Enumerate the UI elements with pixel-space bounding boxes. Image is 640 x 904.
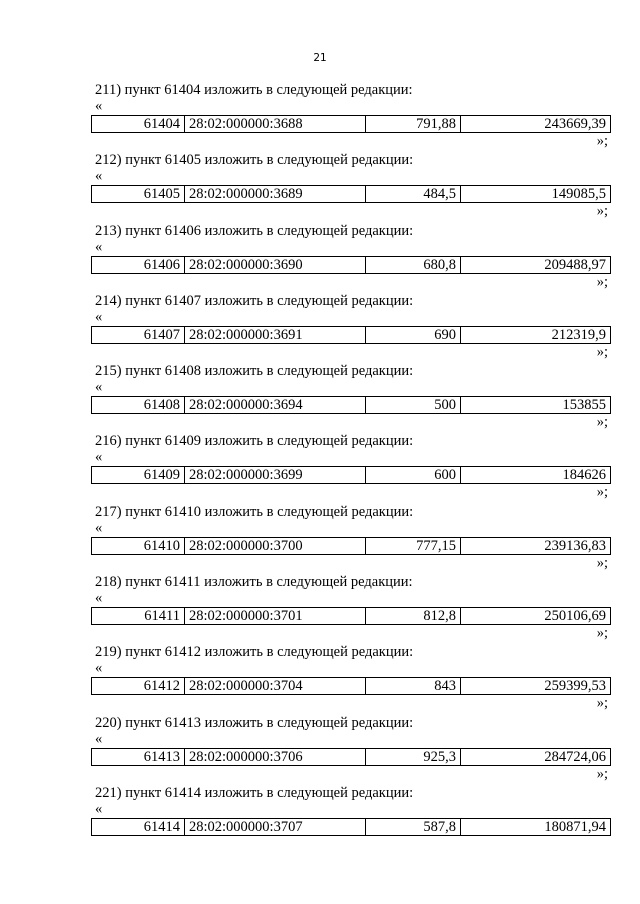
value-cell: 239136,83	[544, 537, 606, 554]
cadastral-number-cell: 28:02:000000:3701	[185, 608, 366, 624]
opening-quote: «	[95, 449, 103, 466]
amendment-entry	[0, 715, 640, 785]
amendment-entry	[0, 293, 640, 363]
value-cell: 259399,53	[544, 678, 606, 695]
value-cell: 149085,5	[551, 186, 606, 203]
closing-quote: »;	[596, 203, 608, 220]
cadastral-number-cell: 28:02:000000:3689	[185, 186, 366, 202]
item-number-cell: 61411	[92, 608, 185, 624]
value-cell: 212319,9	[551, 326, 606, 343]
cadastral-number-cell: 28:02:000000:3688	[185, 116, 366, 132]
amendment-heading: 215) пункт 61408 изложить в следующей редакции:	[95, 363, 414, 380]
amendment-heading: 220) пункт 61413 изложить в следующей редакции:	[95, 714, 414, 731]
cadastral-number-cell: 28:02:000000:3691	[185, 327, 366, 343]
area-cell: 500	[366, 397, 461, 413]
value-cell: 250106,69	[544, 608, 606, 625]
opening-quote: «	[95, 168, 103, 185]
opening-quote: «	[95, 660, 103, 677]
amendment-entry	[0, 363, 640, 433]
amendment-heading: 217) пункт 61410 изложить в следующей редакции:	[95, 503, 414, 520]
cadastral-number-cell: 28:02:000000:3706	[185, 749, 366, 765]
value-cell: 284724,06	[544, 748, 606, 765]
opening-quote: «	[95, 379, 103, 396]
closing-quote: »;	[596, 414, 608, 431]
item-number-cell: 61406	[92, 257, 185, 273]
area-cell: 843	[366, 678, 461, 694]
item-number-cell: 61408	[92, 397, 185, 413]
opening-quote: «	[95, 98, 103, 114]
value-cell: 184626	[562, 467, 606, 484]
closing-quote: »;	[596, 625, 608, 642]
item-number-cell: 61409	[92, 467, 185, 483]
amendments-list	[0, 82, 640, 855]
area-cell: 925,3	[366, 749, 461, 765]
amendment-heading: 218) пункт 61411 изложить в следующей редакции:	[95, 574, 413, 591]
area-cell: 600	[366, 467, 461, 483]
amendment-entry	[0, 82, 640, 152]
table-row	[91, 818, 611, 836]
amendment-heading: 219) пункт 61412 изложить в следующей редакции:	[95, 644, 414, 661]
item-number-cell: 61407	[92, 327, 185, 343]
table-row	[91, 537, 611, 555]
amendment-heading: 211) пункт 61404 изложить в следующей редакции:	[95, 82, 413, 98]
amendment-heading: 221) пункт 61414 изложить в следующей редакции:	[95, 784, 414, 801]
opening-quote: «	[95, 238, 103, 255]
item-number-cell: 61404	[92, 116, 185, 132]
opening-quote: «	[95, 730, 103, 747]
cadastral-number-cell: 28:02:000000:3707	[185, 819, 366, 835]
amendment-entry	[0, 223, 640, 293]
item-number-cell: 61413	[92, 749, 185, 765]
table-row	[91, 466, 611, 484]
amendment-entry	[0, 574, 640, 644]
amendment-entry	[0, 504, 640, 574]
cadastral-number-cell: 28:02:000000:3704	[185, 678, 366, 694]
amendment-entry	[0, 644, 640, 714]
opening-quote: «	[95, 308, 103, 325]
area-cell: 587,8	[366, 819, 461, 835]
table-row	[91, 185, 611, 203]
table-row	[91, 115, 611, 133]
amendment-entry	[0, 785, 640, 855]
amendment-entry	[0, 433, 640, 503]
closing-quote: »;	[596, 343, 608, 360]
amendment-entry	[0, 152, 640, 222]
table-row	[91, 396, 611, 414]
closing-quote: »;	[596, 133, 608, 149]
table-row	[91, 326, 611, 344]
closing-quote: »;	[596, 765, 608, 782]
table-row	[91, 256, 611, 274]
page-number: 21	[313, 52, 327, 64]
item-number-cell: 61405	[92, 186, 185, 202]
value-cell: 153855	[562, 397, 606, 414]
area-cell: 812,8	[366, 608, 461, 624]
closing-quote: »;	[596, 484, 608, 501]
amendment-heading: 214) пункт 61407 изложить в следующей редакции:	[95, 292, 414, 309]
cadastral-number-cell: 28:02:000000:3694	[185, 397, 366, 413]
opening-quote: «	[95, 590, 103, 607]
value-cell: 180871,94	[544, 818, 606, 835]
area-cell: 791,88	[366, 116, 461, 132]
opening-quote: «	[95, 800, 103, 817]
area-cell: 690	[366, 327, 461, 343]
item-number-cell: 61410	[92, 538, 185, 554]
area-cell: 680,8	[366, 257, 461, 273]
opening-quote: «	[95, 519, 103, 536]
amendment-heading: 212) пункт 61405 изложить в следующей редакции:	[95, 152, 414, 169]
closing-quote: »;	[596, 695, 608, 712]
area-cell: 777,15	[366, 538, 461, 554]
amendment-heading: 216) пункт 61409 изложить в следующей редакции:	[95, 433, 414, 450]
cadastral-number-cell: 28:02:000000:3700	[185, 538, 366, 554]
cadastral-number-cell: 28:02:000000:3699	[185, 467, 366, 483]
closing-quote: »;	[596, 554, 608, 571]
item-number-cell: 61414	[92, 819, 185, 835]
area-cell: 484,5	[366, 186, 461, 202]
table-row	[91, 677, 611, 695]
value-cell: 243669,39	[544, 116, 606, 132]
closing-quote: »;	[596, 273, 608, 290]
cadastral-number-cell: 28:02:000000:3690	[185, 257, 366, 273]
amendment-heading: 213) пункт 61406 изложить в следующей редакции:	[95, 222, 414, 239]
value-cell: 209488,97	[544, 256, 606, 273]
item-number-cell: 61412	[92, 678, 185, 694]
table-row	[91, 607, 611, 625]
table-row	[91, 748, 611, 766]
